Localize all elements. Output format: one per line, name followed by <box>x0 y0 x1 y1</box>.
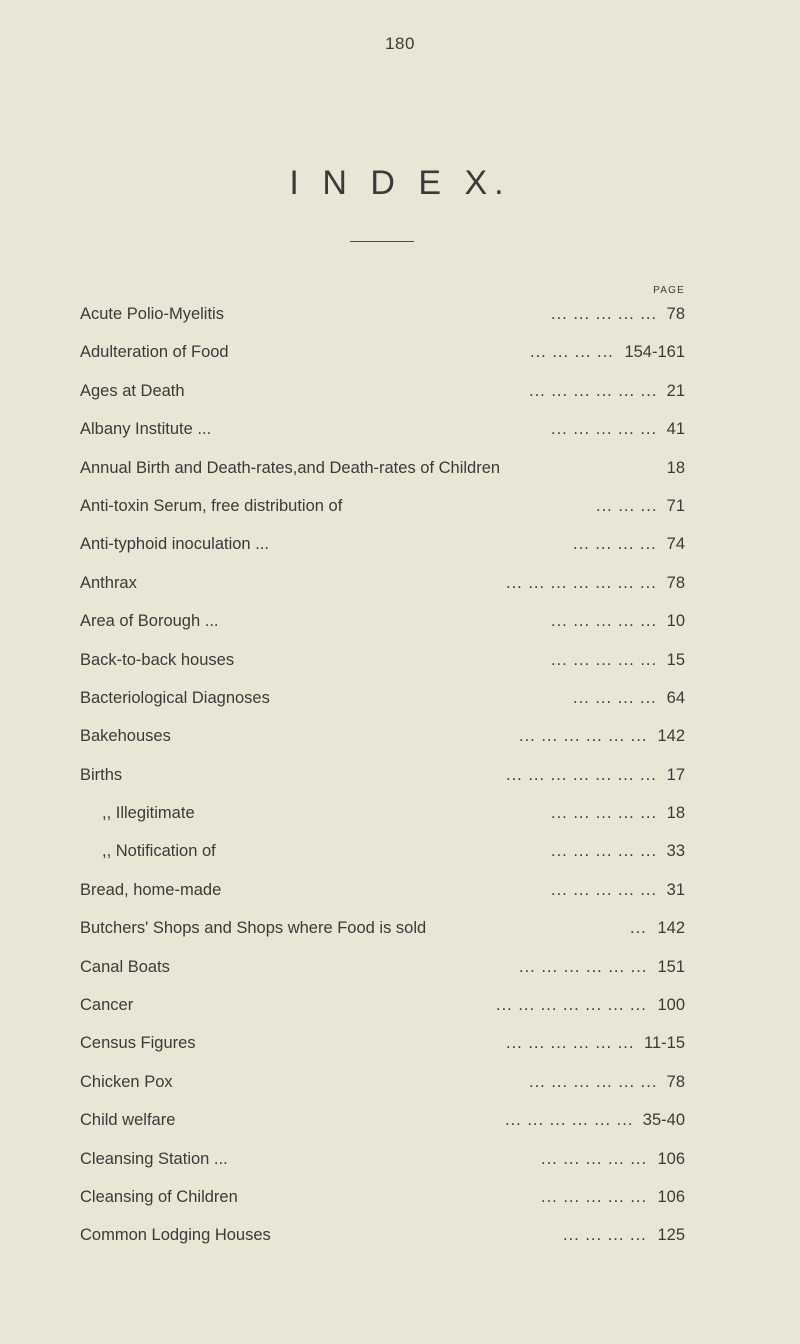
index-entry <box>80 1223 685 1261</box>
index-entry <box>80 571 685 609</box>
index-entry <box>80 916 685 954</box>
index-entry <box>80 724 685 762</box>
index-entry-leader-dots: ... ... ... ... ... <box>551 650 658 669</box>
index-entry <box>80 1147 685 1185</box>
index-entry-label: Annual Birth and Death-rates,and Death-rates of Children <box>80 458 501 477</box>
index-entry-label: ,, Notification of <box>102 842 216 861</box>
index-entry-label: Ages at Death <box>80 381 185 400</box>
index-entry-page: 33 <box>666 842 685 861</box>
index-entry-label: Area of Borough ... <box>80 612 219 631</box>
index-entry <box>80 801 685 839</box>
index-entry-page: 18 <box>666 804 685 823</box>
index-entry <box>80 494 685 532</box>
index-entry-page: 78 <box>666 305 685 323</box>
index-entry-label: Chicken Pox <box>80 1072 173 1091</box>
index-entry <box>80 763 685 801</box>
index-entry <box>80 302 685 340</box>
index-entry <box>80 955 685 993</box>
index-entry-label: Common Lodging Houses <box>80 1226 271 1245</box>
index-entry-leader-dots: ... ... ... ... ... ... ... <box>506 765 657 784</box>
index-entry-leader-dots: ... ... ... ... ... <box>551 420 658 439</box>
index-entry-label: Bread, home-made <box>80 880 222 899</box>
index-entry-page: 11-15 <box>644 1034 685 1053</box>
index-entry-label: Bacteriological Diagnoses <box>80 688 270 707</box>
index-entry-leader-dots: ... ... ... ... <box>573 535 657 554</box>
index-entry <box>80 379 685 417</box>
index-entry-label: Acute Polio-Myelitis <box>80 305 224 323</box>
index-entry-page: 41 <box>666 420 685 439</box>
index-entry <box>80 1031 685 1069</box>
index-entry <box>80 1108 685 1146</box>
page-column-header: PAGE <box>653 285 685 296</box>
index-entry-page: 71 <box>666 496 685 515</box>
index-entry-label: Canal Boats <box>80 957 170 976</box>
index-entry-leader-dots: ... ... ... ... ... ... <box>506 1034 635 1053</box>
index-entry-page: 151 <box>657 957 685 976</box>
index-entry-label: Anti-typhoid inoculation ... <box>80 535 269 554</box>
index-entry-leader-dots: ... ... ... ... ... ... <box>519 727 648 746</box>
index-entry-leader-dots: ... ... ... ... ... ... ... <box>496 996 647 1015</box>
index-entry <box>80 609 685 647</box>
index-entry-page: 18 <box>666 458 685 477</box>
index-entry-leader-dots: ... ... ... ... <box>530 343 614 362</box>
index-entry <box>80 686 685 724</box>
index-entry-leader-dots: ... ... ... ... <box>573 688 657 707</box>
index-entry-label: Anti-toxin Serum, free distribution of <box>80 496 343 515</box>
index-entry-label: Child welfare <box>80 1111 176 1130</box>
page-title: I N D E X. <box>289 164 511 202</box>
index-entry-page: 17 <box>666 765 685 784</box>
index-entry-leader-dots: ... ... ... ... <box>563 1226 647 1245</box>
index-entry-page: 10 <box>666 612 685 631</box>
index-entry <box>80 417 685 455</box>
index-entry-leader-dots: ... ... ... ... ... ... ... <box>506 573 657 592</box>
index-entry <box>80 648 685 686</box>
index-entry-leader-dots: ... ... ... ... ... ... <box>529 381 658 400</box>
index-entry-label: Anthrax <box>80 573 137 592</box>
index-entry-label: Butchers' Shops and Shops where Food is sold <box>80 919 427 938</box>
index-entry-label: Cancer <box>80 996 134 1015</box>
index-entry <box>80 839 685 877</box>
index-entry-label: Albany Institute ... <box>80 420 212 439</box>
index-entry <box>80 1185 685 1223</box>
index-entry-page: 31 <box>666 880 685 899</box>
index-entry-page: 78 <box>666 1072 685 1091</box>
index-entry-label: Cleansing of Children <box>80 1187 238 1206</box>
index-entry-leader-dots: ... ... ... ... ... <box>551 612 658 631</box>
index-entry-leader-dots: ... ... ... ... ... <box>551 880 658 899</box>
index-entry-leader-dots: ... ... ... <box>596 496 658 515</box>
index-entry-page: 142 <box>657 727 685 746</box>
index-entry-page: 64 <box>666 688 685 707</box>
index-entry-page: 78 <box>666 573 685 592</box>
index-entry-page: 106 <box>657 1187 685 1206</box>
index-entry-leader-dots: ... ... ... ... ... <box>541 1187 648 1206</box>
index-entry-label: Adulteration of Food <box>80 343 229 362</box>
index-entry <box>80 1070 685 1108</box>
index-entry-leader-dots: ... ... ... ... ... <box>551 842 658 861</box>
index-entry-page: 15 <box>666 650 685 669</box>
index-entry-leader-dots: ... ... ... ... ... <box>541 1149 648 1168</box>
index-entry <box>80 340 685 378</box>
index-entry-leader-dots: ... ... ... ... ... <box>551 305 658 323</box>
title-divider <box>350 241 414 242</box>
index-list <box>80 302 685 1262</box>
index-entry-leader-dots: ... ... ... ... ... <box>551 804 658 823</box>
index-entry-label: Cleansing Station ... <box>80 1149 228 1168</box>
index-entry-label: Census Figures <box>80 1034 196 1053</box>
index-entry <box>80 993 685 1031</box>
index-entry <box>80 532 685 570</box>
index-entry-leader-dots: ... ... ... ... ... ... <box>519 957 648 976</box>
index-entry-page: 74 <box>666 535 685 554</box>
index-entry-page: 125 <box>657 1226 685 1245</box>
index-entry-page: 106 <box>657 1149 685 1168</box>
index-entry <box>80 878 685 916</box>
index-entry-label: ,, Illegitimate <box>102 804 195 823</box>
index-entry-leader-dots: ... ... ... ... ... ... <box>529 1072 658 1091</box>
index-entry-label: Back-to-back houses <box>80 650 235 669</box>
index-entry-page: 35-40 <box>642 1111 685 1130</box>
index-entry-page: 154-161 <box>624 343 685 362</box>
page-number: 180 <box>385 34 415 53</box>
index-entry <box>80 456 685 494</box>
index-entry-label: Bakehouses <box>80 727 171 746</box>
index-entry-page: 100 <box>657 996 685 1015</box>
index-entry-page: 142 <box>657 919 685 938</box>
index-entry-label: Births <box>80 765 123 784</box>
index-entry-leader-dots: ... <box>630 919 647 938</box>
index-entry-page: 21 <box>666 381 685 400</box>
index-entry-leader-dots: ... ... ... ... ... ... <box>505 1111 634 1130</box>
